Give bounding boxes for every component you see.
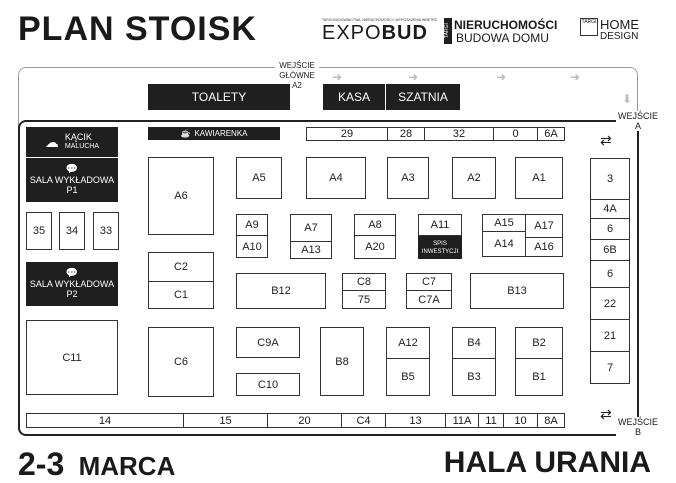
booth-b5[interactable]: B5 [386, 358, 430, 396]
arrow-right-icon: ➜ [496, 70, 507, 84]
booth-c4[interactable]: C4 [341, 413, 386, 428]
kids-corner: ☁ KĄCIK MALUCHA [26, 127, 118, 157]
arrow-right-icon: ➜ [332, 70, 343, 84]
booth-35[interactable]: 35 [26, 212, 52, 250]
expo-text: EXPO [322, 22, 382, 44]
booth-c9a[interactable]: C9A [236, 327, 300, 358]
booth-4a[interactable]: 4A [590, 199, 630, 219]
speech-icon: 💬 [65, 268, 79, 279]
booth-c1[interactable]: C1 [148, 281, 214, 309]
entrance-a-label: WEJŚCIE A [617, 111, 658, 131]
home-targi-box: TARGI [580, 18, 598, 36]
booth-20[interactable]: 20 [267, 413, 342, 428]
booth-7[interactable]: 7 [590, 351, 630, 384]
booth-a14[interactable]: A14 [482, 231, 526, 257]
coffee-cup-icon: ☕ [180, 129, 191, 138]
booth-34[interactable]: 34 [59, 212, 85, 250]
booth-3[interactable]: 3 [590, 158, 630, 200]
entrance-b-label: WEJŚCIE B [617, 417, 658, 437]
booth-c6[interactable]: C6 [148, 327, 214, 397]
expobud-logo [322, 18, 442, 48]
booth-a1[interactable]: A1 [515, 157, 563, 199]
design-text: DESIGN [600, 31, 639, 42]
booth-13[interactable]: 13 [385, 413, 446, 428]
booth-29[interactable]: 29 [306, 127, 388, 141]
date-number: 2-3 [18, 446, 65, 482]
lecture-hall-p1: 💬 SALA WYKŁADOWA P1 [26, 158, 118, 202]
arrow-right-icon: ➜ [408, 70, 419, 84]
home-text: HOME [600, 17, 639, 32]
cloakroom: SZATNIA [386, 84, 460, 110]
page-title: PLAN STOISK [18, 10, 257, 48]
cafe: ☕ KAWIARENKA [148, 127, 280, 140]
booth-c7a[interactable]: C7A [406, 290, 452, 309]
arrow-down-icon: ⬇ [622, 92, 633, 106]
booth-a10[interactable]: A10 [236, 235, 268, 258]
booth-a9[interactable]: A9 [236, 214, 268, 236]
booth-10[interactable]: 10 [503, 413, 538, 428]
booth-32[interactable]: 32 [424, 127, 494, 141]
booth-c8[interactable]: C8 [342, 273, 386, 291]
booth-a12[interactable]: A12 [386, 327, 430, 359]
booth-33[interactable]: 33 [93, 212, 119, 250]
booth-b1[interactable]: B1 [515, 358, 563, 396]
booth-c2[interactable]: C2 [148, 252, 214, 282]
booth-11a[interactable]: 11A [445, 413, 479, 428]
booth-b12[interactable]: B12 [236, 273, 326, 309]
bud-text: BUD [381, 22, 428, 44]
booth-a6[interactable]: A6 [148, 157, 214, 235]
investment-list[interactable]: SPIS INWESTYCJI [418, 236, 462, 259]
expobud-caption: TARGI BUDOWNICTWA, NIERUCHOMOŚCI I WYPOSAŻENIA WNĘTRZ [322, 18, 437, 22]
booth-28[interactable]: 28 [387, 127, 425, 141]
booth-a5[interactable]: A5 [236, 157, 282, 199]
booth-c11[interactable]: C11 [26, 320, 118, 395]
booth-0[interactable]: 0 [493, 127, 538, 141]
booth-6b[interactable]: 6B [590, 239, 630, 261]
booth-a2[interactable]: A2 [452, 157, 496, 199]
event-date [18, 446, 175, 483]
lecture-hall-p2: 💬 SALA WYKŁADOWA P2 [26, 262, 118, 306]
booth-c10[interactable]: C10 [236, 373, 300, 396]
booth-c7[interactable]: C7 [406, 273, 452, 291]
booth-a13[interactable]: A13 [290, 241, 332, 259]
booth-6a[interactable]: 6A [537, 127, 565, 141]
booth-b2[interactable]: B2 [515, 327, 563, 359]
kids-icon: ☁ [44, 133, 59, 150]
budowa-domu-text: BUDOWA DOMU [456, 31, 549, 45]
booth-a4[interactable]: A4 [306, 157, 366, 199]
targi-vertical: TARGI [444, 18, 452, 44]
booth-a3[interactable]: A3 [387, 157, 429, 199]
booth-b4[interactable]: B4 [452, 327, 496, 359]
booth-a8[interactable]: A8 [354, 214, 396, 236]
booth-a16[interactable]: A16 [525, 237, 563, 257]
booth-b3[interactable]: B3 [452, 358, 496, 396]
double-arrow-icon: ⇄ [600, 132, 612, 148]
booth-22[interactable]: 22 [590, 287, 630, 320]
booth-a11[interactable]: A11 [418, 214, 462, 236]
main-entrance-label: WEJŚCIE GŁÓWNE A2 [275, 61, 319, 91]
booth-14[interactable]: 14 [26, 413, 184, 428]
booth-b8[interactable]: B8 [320, 327, 364, 396]
venue-name: HALA URANIA [443, 446, 651, 479]
booth-b13[interactable]: B13 [470, 273, 564, 309]
booth-75[interactable]: 75 [342, 290, 386, 309]
home-design-logo [580, 18, 670, 48]
nieruchomosci-text: NIERUCHOMOŚCI [454, 18, 558, 32]
cashier: KASA [323, 84, 385, 110]
date-month: MARCA [78, 451, 176, 481]
booth-a17[interactable]: A17 [525, 214, 563, 238]
double-arrow-icon: ⇄ [600, 406, 612, 422]
booth-a7[interactable]: A7 [290, 214, 332, 242]
booth-a15[interactable]: A15 [482, 214, 526, 232]
booth-6[interactable]: 6 [590, 218, 630, 240]
speech-icon: 💬 [65, 164, 79, 175]
booth-21[interactable]: 21 [590, 319, 630, 352]
booth-a20[interactable]: A20 [354, 235, 396, 259]
arrow-right-icon: ➜ [570, 70, 581, 84]
booth-15[interactable]: 15 [183, 413, 268, 428]
booth-6-second[interactable]: 6 [590, 260, 630, 288]
booth-11[interactable]: 11 [478, 413, 504, 428]
nieruchomosci-logo [444, 18, 572, 48]
toilets: TOALETY [148, 84, 290, 110]
booth-8a[interactable]: 8A [537, 413, 565, 428]
